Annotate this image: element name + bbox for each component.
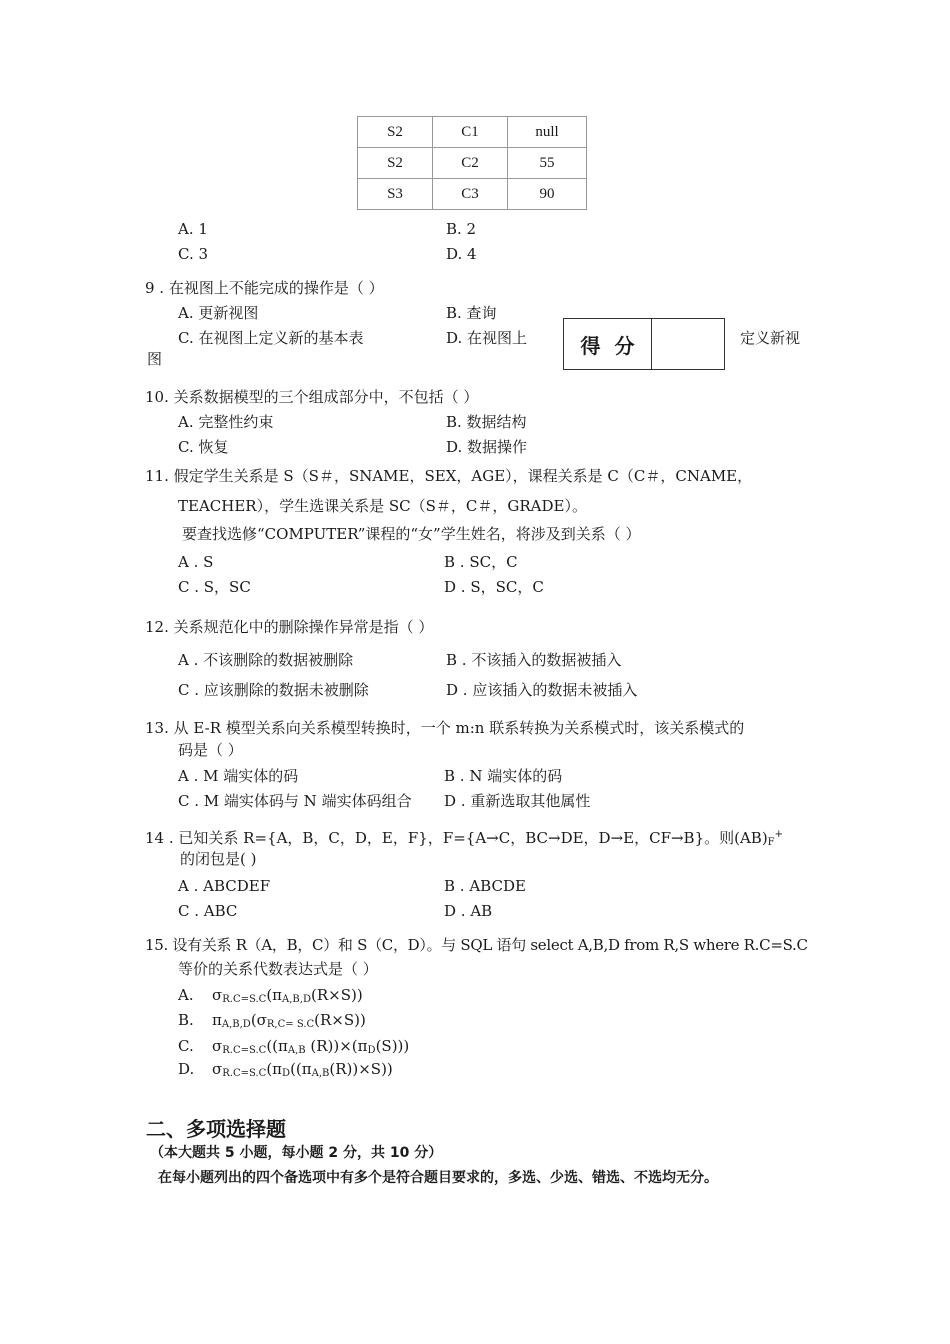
expr-sub: A,B,D (282, 994, 311, 1005)
q15-option-a-expr (212, 988, 363, 1005)
q10-option-a: A. 完整性约束 (178, 413, 274, 431)
table-row (358, 117, 587, 148)
q9-option-a: A. 更新视图 (178, 304, 259, 322)
score-blank (652, 319, 724, 369)
table-cell: null (508, 117, 587, 148)
table-cell: S2 (358, 117, 433, 148)
expr-part: σ (212, 986, 223, 1004)
expr-sub: D (367, 1045, 376, 1056)
expr-part: ((π (266, 1037, 288, 1055)
expr-sub: R,C= S.C (266, 1019, 315, 1030)
q14-superscript: + (774, 829, 784, 840)
q15-stem-line1: 15. 设有关系 R（A，B，C）和 S（C，D）。与 SQL 语句 select A,B,D from R,S where R.C=S.C (145, 936, 808, 954)
data-table (357, 116, 587, 210)
q14-stem-line2: 的闭包是( ) (180, 850, 257, 868)
q12-option-b: B . 不该插入的数据被插入 (446, 651, 622, 669)
table-cell: C1 (433, 117, 508, 148)
q11-stem-line2: TEACHER），学生选课关系是 SC（S＃，C＃，GRADE）。 (178, 497, 587, 515)
q11-option-c: C . S，SC (178, 578, 251, 596)
q8-option-c: C. 3 (178, 245, 209, 263)
q8-option-b: B. 2 (446, 220, 477, 238)
q12-option-a: A . 不该删除的数据被删除 (178, 651, 354, 669)
q12-option-d: D . 应该插入的数据未被插入 (446, 681, 638, 699)
q14-option-a: A . ABCDEF (178, 877, 271, 895)
q9-option-b: B. 查询 (446, 304, 497, 322)
table-row (358, 179, 587, 210)
expr-part: σ (212, 1060, 223, 1078)
q13-option-b: B . N 端实体的码 (444, 767, 563, 785)
table-cell: C2 (433, 148, 508, 179)
expr-sub: R.C=S.C (222, 1045, 267, 1056)
q14-stem-line1 (145, 830, 783, 848)
q14-option-b: B . ABCDE (444, 877, 526, 895)
q14-stem-text: 14 . 已知关系 R={A，B，C，D，E，F}，F={A→C，BC→DE，D→E，CF→B}。则(AB) (145, 829, 768, 847)
q9-option-d-continued: 定义新视 (740, 329, 801, 347)
q11-stem-line1: 11. 假定学生关系是 S（S＃，SNAME，SEX，AGE），课程关系是 C（C＃，CNAME， (145, 467, 753, 485)
section-instruction: 在每小题列出的四个备选项中有多个是符合题目要求的，多选、少选、错选、不选均无分。 (158, 1170, 718, 1186)
q14-option-c: C . ABC (178, 902, 238, 920)
q9-stem: 9 . 在视图上不能完成的操作是（ ） (145, 279, 384, 297)
expr-part: (R))×S)) (329, 1060, 393, 1078)
q13-stem-line1: 13. 从 E-R 模型关系向关系模型转换时，一个 m:n 联系转换为关系模式时，该关系模式的 (145, 719, 745, 737)
expr-sub: A,B (287, 1045, 306, 1056)
q9-option-d-wrap: 图 (147, 350, 163, 368)
expr-sub: A,B (311, 1068, 330, 1079)
q10-option-d: D. 数据操作 (446, 438, 528, 456)
q13-option-c: C . M 端实体码与 N 端实体码组合 (178, 792, 412, 810)
q15-option-b-letter: B. (178, 1011, 194, 1029)
q14-option-d: D . AB (444, 902, 493, 920)
expr-part: σ (212, 1037, 223, 1055)
q15-option-c-letter: C. (178, 1037, 194, 1055)
q8-option-a: A. 1 (178, 220, 208, 238)
expr-sub: A,B,D (221, 1019, 251, 1030)
section-subtitle: （本大题共 5 小题，每小题 2 分，共 10 分） (150, 1145, 443, 1161)
expr-part: (R×S)) (314, 1011, 366, 1029)
q11-stem-line3: 要查找选修“COMPUTER”课程的“女”学生姓名，将涉及到关系（ ） (182, 525, 641, 543)
expr-part: π (212, 1011, 222, 1029)
expr-part: (π (266, 986, 283, 1004)
q15-option-a-letter: A. (178, 986, 194, 1004)
expr-sub: R.C=S.C (222, 1068, 267, 1079)
score-box (563, 318, 725, 370)
q15-option-d-expr (212, 1062, 393, 1079)
table-cell: S3 (358, 179, 433, 210)
q11-option-b: B . SC，C (444, 553, 518, 571)
q15-stem-line2: 等价的关系代数表达式是（ ） (178, 960, 378, 978)
section-title: 二、多项选择题 (146, 1117, 286, 1141)
q10-option-c: C. 恢复 (178, 438, 229, 456)
table-row (358, 148, 587, 179)
q13-option-a: A . M 端实体的码 (178, 767, 299, 785)
expr-part: ((π (290, 1060, 312, 1078)
q13-option-d: D . 重新选取其他属性 (444, 792, 591, 810)
expr-part: (σ (250, 1011, 267, 1029)
q10-stem: 10. 关系数据模型的三个组成部分中，不包括（ ） (145, 388, 479, 406)
q14-subscript: F (767, 837, 775, 848)
q12-stem: 12. 关系规范化中的删除操作异常是指（ ） (145, 618, 434, 636)
q9-option-d: D. 在视图上 (446, 329, 528, 347)
expr-part: (R×S)) (310, 986, 363, 1004)
table-cell: 90 (508, 179, 587, 210)
expr-sub: D (282, 1068, 291, 1079)
q9-option-c: C. 在视图上定义新的基本表 (178, 329, 364, 347)
table-cell: C3 (433, 179, 508, 210)
q15-option-c-expr (212, 1039, 409, 1056)
expr-part: (R))×(π (305, 1037, 368, 1055)
score-label: 得分 (564, 319, 652, 369)
expr-sub: R.C=S.C (222, 994, 267, 1005)
table-cell: S2 (358, 148, 433, 179)
q8-option-d: D. 4 (446, 245, 477, 263)
q15-option-d-letter: D. (178, 1060, 195, 1078)
q15-option-b-expr (212, 1013, 366, 1030)
q10-option-b: B. 数据结构 (446, 413, 527, 431)
q12-option-c: C . 应该删除的数据未被删除 (178, 681, 369, 699)
table-cell: 55 (508, 148, 587, 179)
expr-part: (π (266, 1060, 283, 1078)
expr-part: (S))) (375, 1037, 410, 1055)
q11-option-a: A . S (178, 553, 214, 571)
q11-option-d: D . S，SC，C (444, 578, 544, 596)
q13-stem-line2: 码是（ ） (178, 741, 243, 759)
